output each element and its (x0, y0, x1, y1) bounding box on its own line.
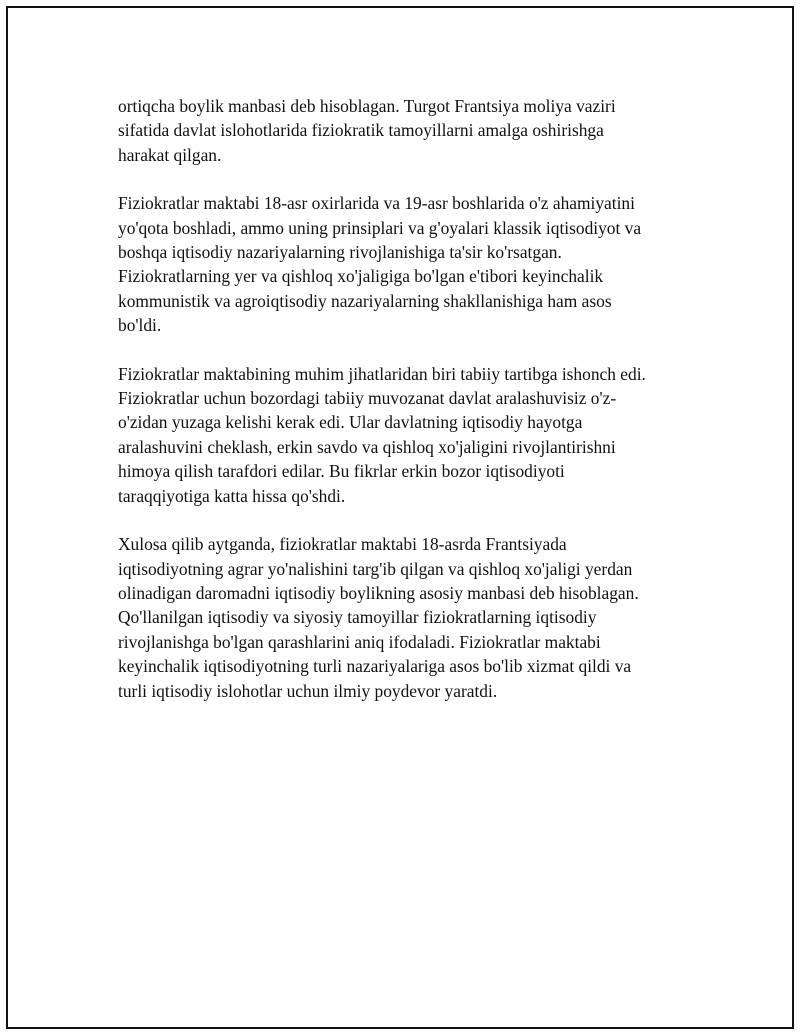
paragraph-3 (118, 362, 698, 508)
text-line: keyinchalik iqtisodiyotning turli nazariyalariga asos bo'lib xizmat qildi va (118, 656, 632, 677)
document-body (118, 94, 698, 727)
text-line: bo'ldi. (118, 315, 162, 336)
text-line: o'zidan yuzaga kelishi kerak edi. Ular davlatning iqtisodiy hayotga (118, 412, 583, 433)
paragraph-4 (118, 532, 698, 703)
text-line: taraqqiyotiga katta hissa qo'shdi. (118, 485, 346, 506)
text-line: kommunistik va agroiqtisodiy nazariyalarning shakllanishiga ham asos (118, 290, 612, 311)
text-line: himoya qilish tarafdori edilar. Bu fikrlar erkin bozor iqtisodiyoti (118, 461, 565, 482)
text-line: rivojlanishga bo'lgan qarashlarini aniq ifodaladi. Fiziokratlar maktabi (118, 631, 601, 652)
paragraph-2 (118, 191, 698, 337)
text-line: Fiziokratlar maktabining muhim jihatlaridan biri tabiiy tartibga ishonch edi. (118, 363, 646, 384)
text-line: harakat qilgan. (118, 144, 222, 165)
text-line: Fiziokratlarning yer va qishloq xo'jaligiga bo'lgan e'tibori keyinchalik (118, 266, 604, 287)
text-line: yo'qota boshladi, ammo uning prinsiplari va g'oyalari klassik iqtisodiyot va (118, 217, 642, 238)
page-frame (6, 6, 794, 1029)
text-line: iqtisodiyotning agrar yo'nalishini targ'ib qilgan va qishloq xo'jaligi yerdan (118, 558, 633, 579)
text-line: boshqa iqtisodiy nazariyalarning rivojlanishiga ta'sir ko'rsatgan. (118, 242, 562, 263)
paragraph-1 (118, 94, 698, 167)
text-line: Xulosa qilib aytganda, fiziokratlar maktabi 18-asrda Frantsiyada (118, 534, 567, 555)
text-line: Fiziokratlar uchun bozordagi tabiiy muvozanat davlat aralashuvisiz o'z- (118, 388, 617, 409)
text-line: turli iqtisodiy islohotlar uchun ilmiy poydevor yaratdi. (118, 680, 498, 701)
text-line: ortiqcha boylik manbasi deb hisoblagan. Turgot Frantsiya moliya vaziri (118, 96, 616, 116)
text-line: Qo'llanilgan iqtisodiy va siyosiy tamoyillar fiziokratlarning iqtisodiy (118, 607, 597, 628)
text-line: aralashuvini cheklash, erkin savdo va qishloq xo'jaligini rivojlantirishni (118, 436, 616, 457)
text-line: Fiziokratlar maktabi 18-asr oxirlarida va 19-asr boshlarida o'z ahamiyatini (118, 193, 635, 214)
text-line: sifatida davlat islohotlarida fiziokratik tamoyillarni amalga oshirishga (118, 120, 604, 141)
text-line: olinadigan daromadni iqtisodiy boylikning asosiy manbasi deb hisoblagan. (118, 582, 639, 603)
